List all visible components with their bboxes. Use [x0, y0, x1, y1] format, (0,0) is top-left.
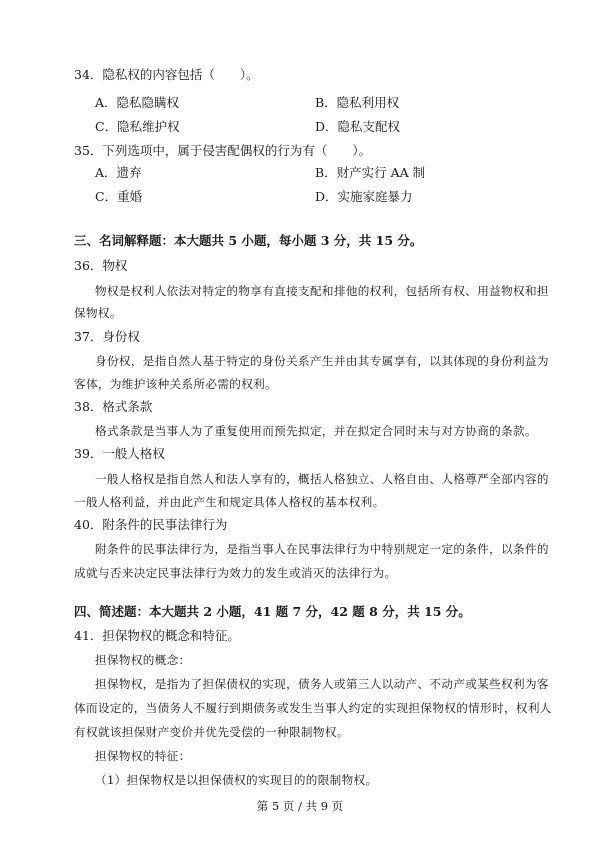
- term-38-answer-line-1: 格式条款是当事人为了重复使用而预先拟定，并在拟定合同时未与对方协商的条款。: [95, 424, 537, 438]
- term-39-title: 39．一般人格权: [74, 446, 165, 461]
- term-36-answer-line-1: 物权是权利人依法对特定的物享有直接支配和排他的权利，包括所有权、用益物权和担: [95, 284, 549, 298]
- question-34-option-d: D．隐私支配权: [315, 119, 401, 134]
- term-39-answer-line-2: 一般人格利益，并由此产生和规定具体人格权的基本权利。: [74, 495, 385, 509]
- question-41-concept-line-2: 体而设定的，当债务人不履行到期债务或发生当事人约定的实现担保物权的情形时，权利人: [74, 701, 552, 715]
- section-4-heading: 四、简述题：本大题共 2 小题，41 题 7 分，42 题 8 分，共 15 分。: [74, 604, 471, 619]
- term-37-answer-line-1: 身份权，是指自然人基于特定的身份关系产生并由其专属享有，以其体现的身份利益为: [95, 354, 549, 368]
- term-38-title: 38．格式条款: [74, 399, 153, 414]
- question-34-stem: 34．隐私权的内容包括（ ）。: [74, 67, 259, 82]
- question-41-concept-line-3: 有权就该担保财产变价并优先受偿的一种限制物权。: [74, 725, 349, 739]
- question-34-option-a: A．隐私隐瞒权: [95, 95, 180, 110]
- term-36-answer-line-2: 保物权。: [74, 306, 122, 320]
- question-41-concept-line-1: 担保物权，是指为了担保债权的实现，债务人或第三人以动产、不动产或某些权利为客: [95, 677, 549, 691]
- term-37-title: 37．身份权: [74, 329, 140, 344]
- question-41-feature-label: 担保物权的特征：: [95, 749, 191, 763]
- term-40-answer-line-1: 附条件的民事法律行为，是指当事人在民事法律行为中特别规定一定的条件，以条件的: [95, 542, 549, 556]
- page-number-footer: 第 5 页 / 共 9 页: [256, 799, 344, 813]
- question-35-stem: 35．下列选项中，属于侵害配偶权的行为有（ ）。: [74, 143, 372, 158]
- term-37-answer-line-2: 客体，为维护该种关系所必需的权利。: [74, 377, 278, 391]
- term-39-answer-line-1: 一般人格权是指自然人和法人享有的，概括人格独立、人格自由、人格尊严全部内容的: [95, 472, 549, 486]
- term-40-answer-line-2: 成就与否来决定民事法律行为效力的发生或消灭的法律行为。: [74, 566, 397, 580]
- question-41-concept-label: 担保物权的概念：: [95, 653, 191, 667]
- question-35-option-a: A．遗弃: [95, 165, 142, 180]
- section-3-heading: 三、名词解释题：本大题共 5 小题，每小题 3 分，共 15 分。: [74, 233, 423, 248]
- term-36-title: 36．物权: [74, 258, 128, 273]
- question-35-option-c: C．重婚: [95, 189, 143, 204]
- question-35-option-b: B．财产实行 AA 制: [315, 165, 426, 180]
- term-40-title: 40．附条件的民事法律行为: [74, 517, 228, 532]
- question-35-option-d: D．实施家庭暴力: [315, 189, 413, 204]
- question-41-title: 41．担保物权的概念和特征。: [74, 628, 240, 643]
- question-41-feature-1: （1）担保物权是以担保债权的实现目的的限制物权。: [95, 773, 378, 787]
- question-34-option-b: B．隐私利用权: [315, 95, 400, 110]
- question-34-option-c: C．隐私维护权: [95, 119, 180, 134]
